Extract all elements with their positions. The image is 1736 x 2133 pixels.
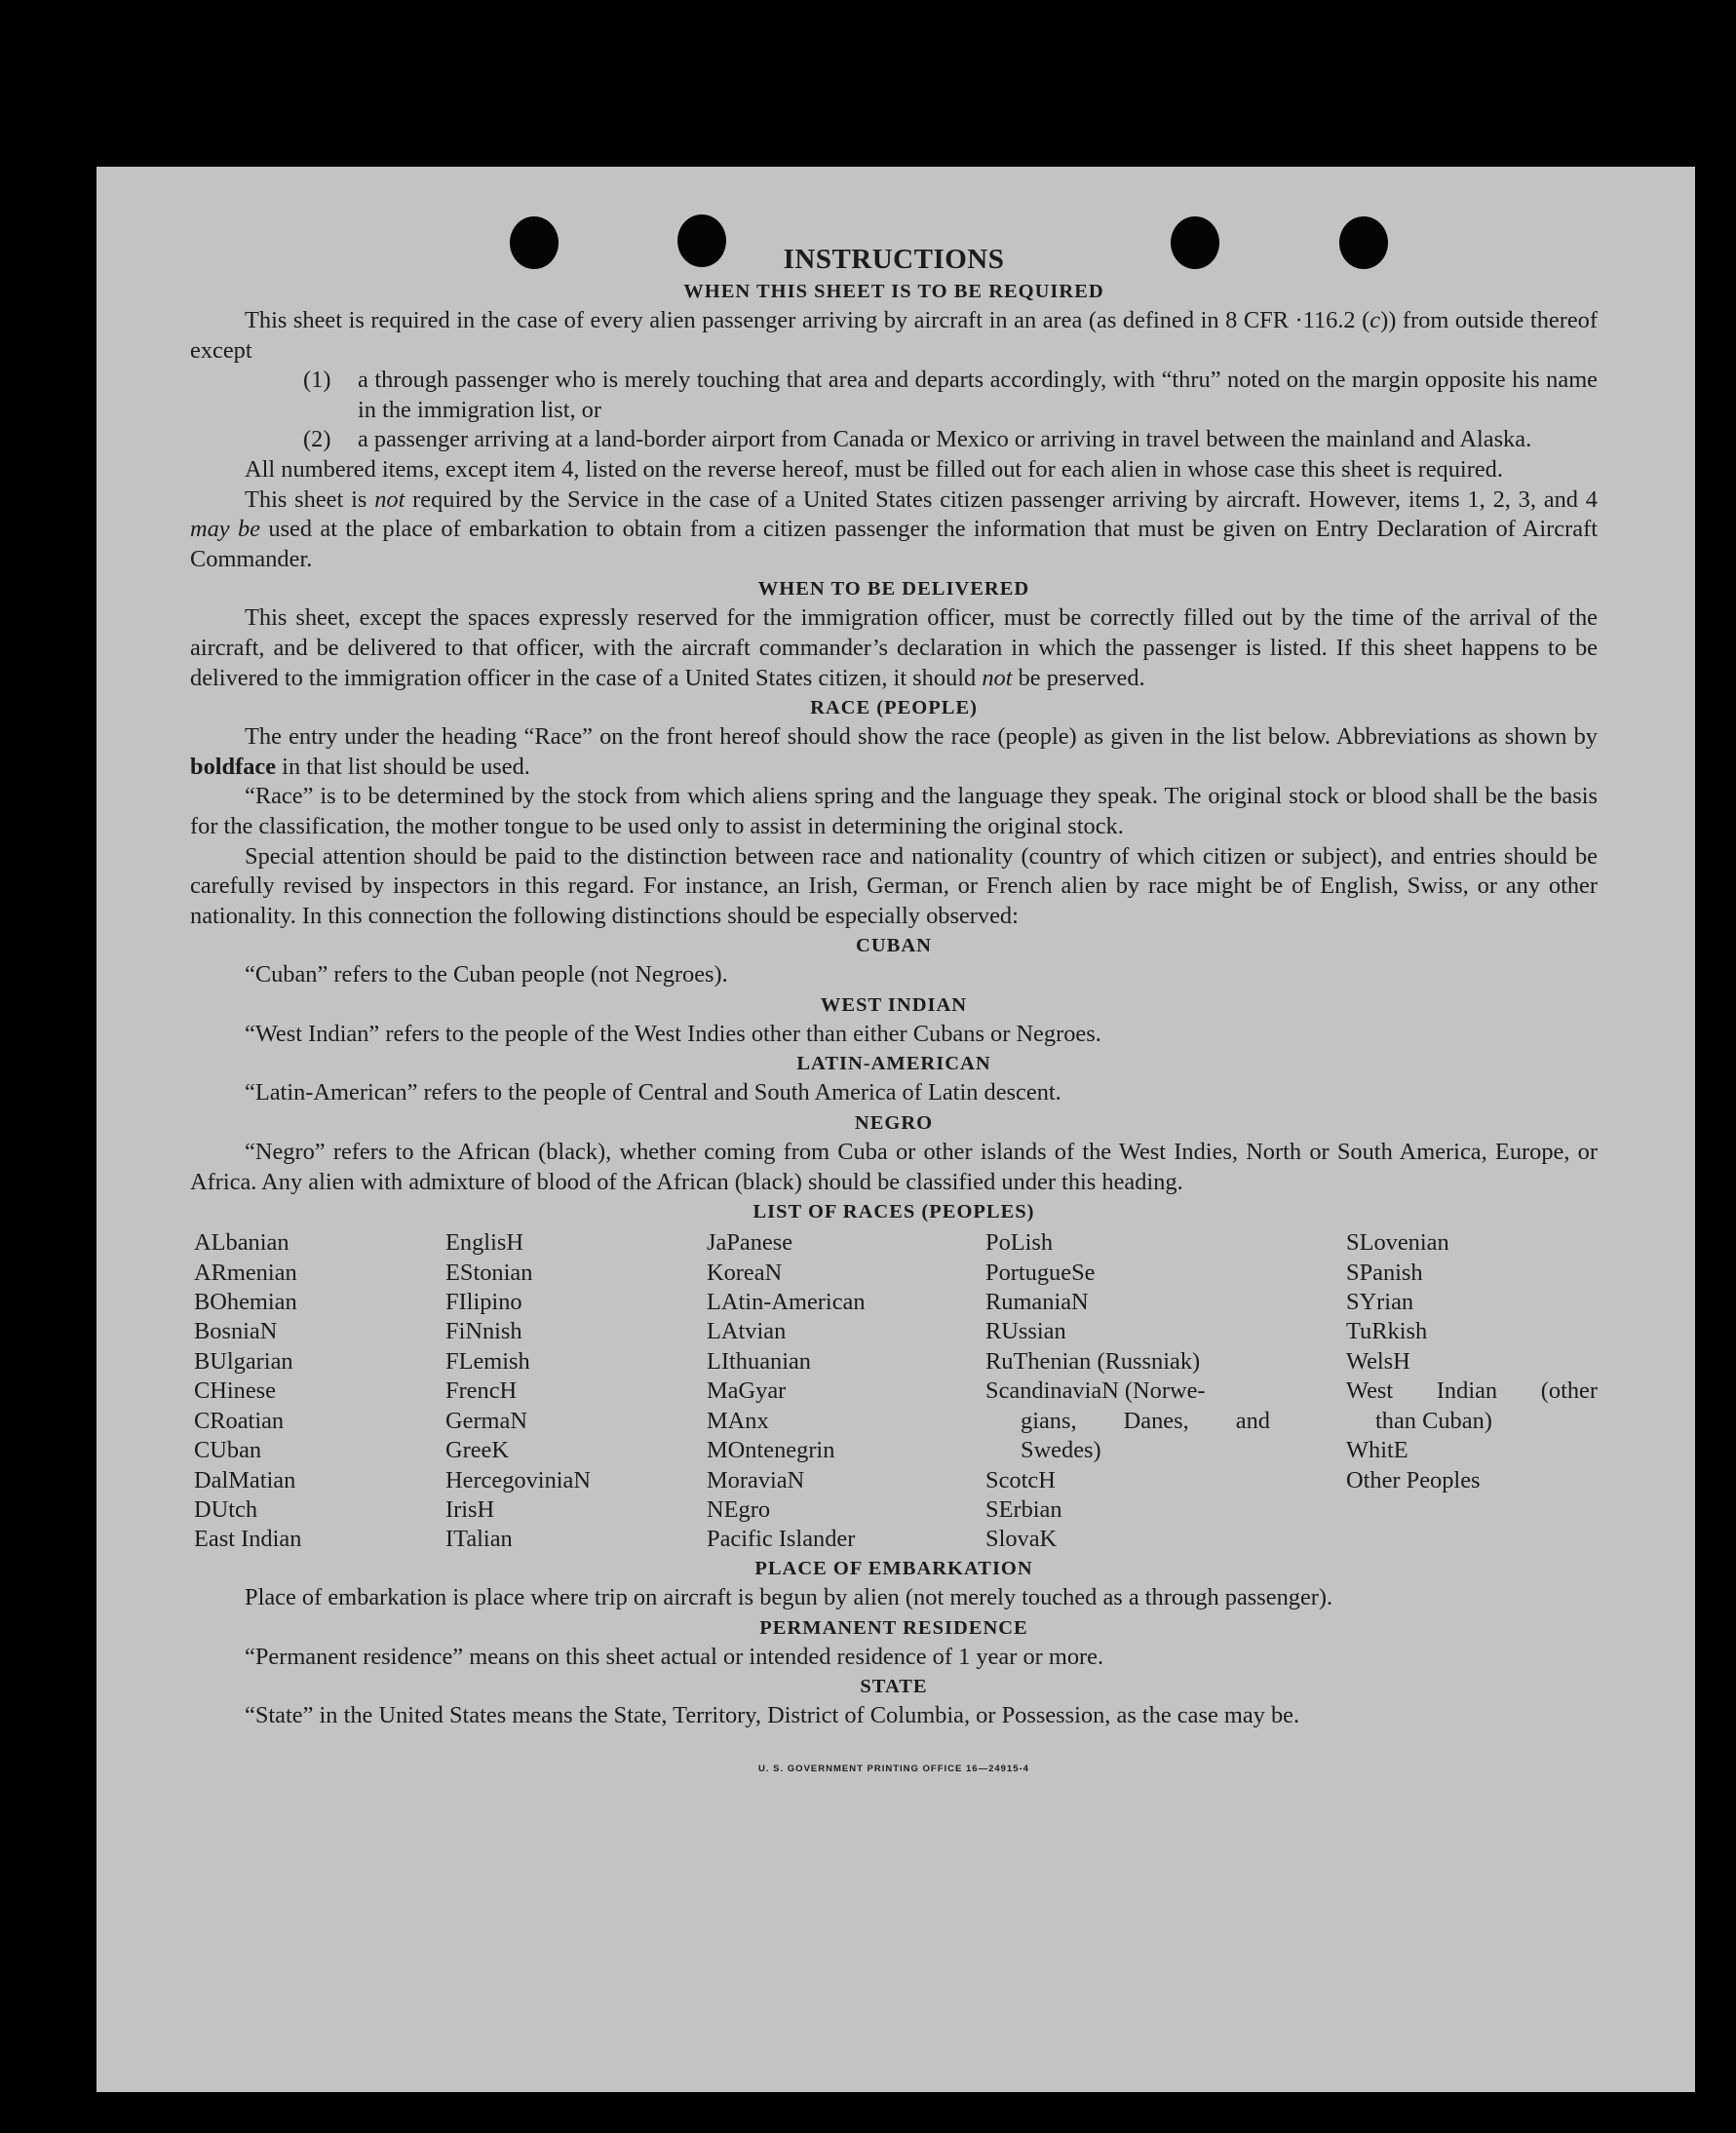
section-heading: PERMANENT RESIDENCE [759, 1616, 1028, 1639]
race-entry: JaPanese [707, 1229, 793, 1257]
paragraph: This sheet, except the spaces expressly reserved for the immigration officer, must be correctly filled out by the time of the arrival of the aircraft, and be delivered to that officer, with the aircraft commander’s declaration in which the passenger is listed. If this sheet happens to be delivered to the immigration officer in the case of a United States citizen, it should not be preserved. [190, 604, 1598, 691]
definition: “Latin-American” refers to the people of Central and South America of Latin descent. [245, 1079, 1061, 1106]
section-heading: PLACE OF EMBARKATION [754, 1558, 1033, 1580]
section-heading: WHEN THIS SHEET IS TO BE REQUIRED [683, 281, 1104, 302]
race-entry: WelsH [1346, 1347, 1410, 1375]
race-entry: FLemish [445, 1347, 530, 1375]
race-entry: MaGyar [707, 1377, 787, 1405]
race-entry: MoraviaN [707, 1466, 805, 1493]
race-entry: SPanish [1346, 1259, 1423, 1286]
definition: “State” in the United States means the State, Territory, District of Columbia, or Possession, as the case may be. [245, 1702, 1300, 1729]
race-entry: DUtch [194, 1495, 258, 1523]
section-heading: NEGRO [854, 1112, 934, 1135]
race-entry: ScandinaviaN (Norwe- [985, 1377, 1206, 1405]
enumerated-item: (1) a through passenger who is merely touching that area and departs accordingly, with “thru” noted on the margin opposite his name in the immigration list, or [303, 367, 1598, 423]
race-entry: FIlipino [445, 1289, 522, 1316]
race-entry: East Indian [194, 1526, 302, 1553]
race-entry: ScotcH [985, 1466, 1056, 1493]
paragraph: Special attention should be paid to the distinction between race and nationality (country of which citizen or subject), and entries should be carefully revised by inspectors in this regard. For instance, an Irish, German, or French alien by race might be of English, Swiss, or any other nationality. In this connection the following distinctions should be especially observed: [190, 842, 1598, 929]
race-entry: than Cuban) [1375, 1407, 1492, 1434]
definition: “Negro” refers to the African (black), whether coming from Cuba or other islands of the West Indies, North or South America, Europe, or Africa. Any alien with admixture of blood of the African (black) should be classified under this heading. [190, 1139, 1598, 1195]
section-heading: WEST INDIAN [820, 993, 968, 1016]
paragraph: All numbered items, except item 4, listed on the reverse hereof, must be filled out for each alien in whose case this sheet is required. [245, 455, 1503, 483]
race-entry: SYrian [1346, 1289, 1414, 1316]
race-entry: GermaN [445, 1407, 527, 1434]
section-heading: WHEN TO BE DELIVERED [757, 578, 1030, 601]
paragraph: This sheet is required in the case of every alien passenger arriving by aircraft in an area (as defined in 8 CFR ·116.2 (c)) from outside thereof except [190, 307, 1598, 364]
race-entry: RumaniaN [985, 1289, 1089, 1316]
section-heading: STATE [860, 1676, 928, 1698]
race-entry: gians, Danes, and [1021, 1407, 1270, 1434]
race-entry: EnglisH [445, 1229, 523, 1257]
race-entry: KoreaN [707, 1259, 783, 1286]
race-entry: Other Peoples [1346, 1466, 1481, 1493]
race-entry: CUban [194, 1437, 262, 1464]
race-entry: LIthuanian [707, 1347, 812, 1375]
race-entry: LAtvian [707, 1318, 787, 1345]
section-heading: LATIN-AMERICAN [796, 1053, 991, 1075]
race-column [1346, 1228, 1598, 1495]
race-entry: RUssian [985, 1318, 1066, 1345]
race-entry: SErbian [985, 1495, 1062, 1523]
race-entry: PoLish [985, 1229, 1054, 1257]
race-entry: Swedes) [1021, 1437, 1101, 1464]
definition: “West Indian” refers to the people of the West Indies other than either Cubans or Negroes. [245, 1020, 1101, 1047]
instructions-body [190, 242, 1598, 1785]
race-entry: BOhemian [194, 1289, 297, 1316]
race-entry: CRoatian [194, 1407, 285, 1434]
race-list [190, 1228, 1598, 1554]
race-entry: GreeK [445, 1437, 510, 1464]
section-heading: CUBAN [856, 935, 932, 957]
race-entry: NEgro [707, 1495, 771, 1523]
race-entry: LAtin-American [707, 1289, 866, 1316]
document-sheet [96, 167, 1695, 2092]
race-entry: FrencH [445, 1377, 518, 1405]
race-entry: DalMatian [194, 1466, 296, 1493]
race-column [194, 1228, 301, 1554]
race-entry: EStonian [445, 1259, 533, 1286]
race-entry: BosniaN [194, 1318, 278, 1345]
definition: “Cuban” refers to the Cuban people (not Negroes). [245, 961, 728, 989]
paragraph: This sheet is not required by the Service in the case of a United States citizen passenger arriving by aircraft. However, items 1, 2, 3, and 4 may be used at the place of embarkation to obtain from a citizen passenger the information that must be given on Entry Declaration of Aircraft Commander. [190, 485, 1598, 572]
race-entry: BUlgarian [194, 1347, 293, 1375]
race-entry: ARmenian [194, 1259, 297, 1286]
printer-imprint: U. S. GOVERNMENT PRINTING OFFICE 16—24915-4 [758, 1764, 1029, 1775]
race-entry: Pacific Islander [707, 1526, 856, 1553]
definition: “Permanent residence” means on this sheet actual or intended residence of 1 year or more. [245, 1643, 1104, 1670]
definition: Place of embarkation is place where trip on aircraft is begun by alien (not merely touched as a through passenger). [245, 1584, 1333, 1611]
race-entry: SLovenian [1346, 1229, 1449, 1257]
race-entry: MOntenegrin [707, 1437, 835, 1464]
race-entry: FiNnish [445, 1318, 522, 1345]
race-column [985, 1228, 1270, 1554]
race-entry: MAnx [707, 1407, 769, 1434]
race-entry: IrisH [445, 1495, 495, 1523]
race-entry: ALbanian [194, 1229, 289, 1257]
section-heading: LIST OF RACES (PEOPLES) [752, 1201, 1035, 1223]
race-entry: TuRkish [1346, 1318, 1428, 1345]
race-column [445, 1228, 591, 1554]
paragraph: “Race” is to be determined by the stock from which aliens spring and the language they speak. The original stock or blood shall be the basis for the classification, the mother tongue to be used only to assist in determining the original stock. [190, 783, 1598, 839]
race-entry: RuThenian (Russniak) [985, 1347, 1201, 1375]
race-entry: PortugueSe [985, 1259, 1096, 1286]
enumerated-item: (2) a passenger arriving at a land-border airport from Canada or Mexico or arriving in travel between the mainland and Alaska. [303, 426, 1532, 453]
race-entry: CHinese [194, 1377, 276, 1405]
race-entry: SlovaK [985, 1526, 1058, 1553]
race-column [707, 1228, 866, 1554]
race-entry: HercegoviniaN [445, 1466, 591, 1493]
section-heading: RACE (PEOPLE) [810, 697, 978, 719]
race-entry: West Indian (other [1346, 1377, 1598, 1405]
page-title: INSTRUCTIONS [783, 244, 1005, 275]
race-entry: ITalian [445, 1526, 513, 1553]
race-entry: WhitE [1346, 1437, 1408, 1464]
paragraph: The entry under the heading “Race” on the front hereof should show the race (people) as given in the list below. Abbreviations as shown by boldface in that list should be used. [190, 723, 1598, 780]
